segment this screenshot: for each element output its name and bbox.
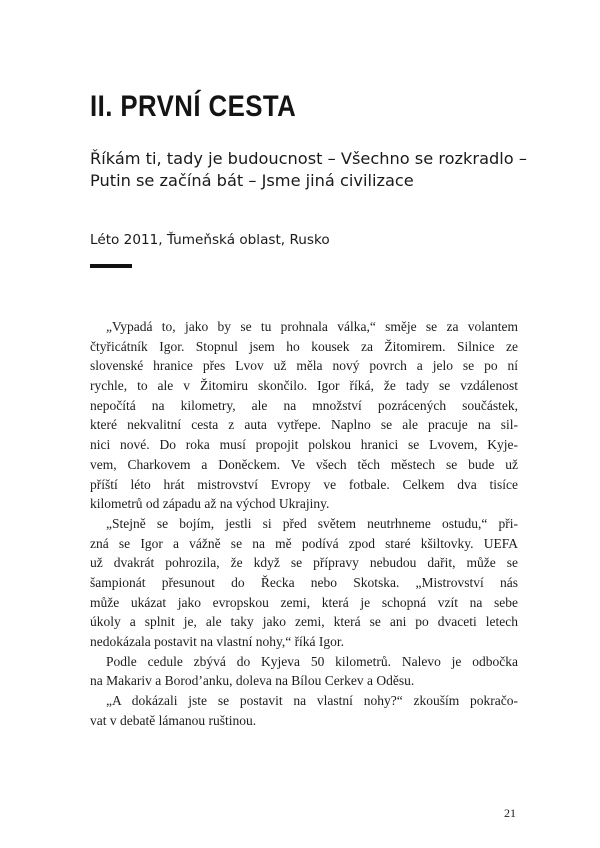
text-line: nici nové. Do roka musí propojit polskou hranici se Lvovem, Kyje- bbox=[90, 437, 518, 453]
text-line: které nekvalitní cesta z auta vytřepe. Naplno se ale pracuje na sil- bbox=[90, 417, 518, 433]
text-line: čtyřicátník Igor. Stopnul jsem ho kousek za Žitomirem. Silnice ze bbox=[90, 338, 518, 354]
text-line: „Vypadá to, jako by se tu prohnala válka,“ směje se za volantem bbox=[106, 319, 518, 334]
chapter-subtitle: Říkám ti, tady je budoucnost – Všechno se rozkradlo – Putin se začíná bát – Jsme jiná civilizace bbox=[90, 149, 527, 190]
text-line: Podle cedule zbývá do Kyjeva 50 kilometrů. Nalevo je odbočka bbox=[106, 653, 518, 669]
body-text bbox=[90, 317, 518, 730]
text-line: „A dokázali jste se postavit na vlastní nohy?“ zkouším pokračo- bbox=[106, 693, 518, 709]
text-line: úkoly a splnit je, ale taky jako zemi, která se ani po dvaceti letech bbox=[90, 614, 518, 630]
title-rule-divider bbox=[90, 264, 132, 268]
text-line: zná se Igor a vážně se na mě podívá zpod staré kšiltovky. UEFA bbox=[90, 535, 518, 551]
paragraph bbox=[90, 652, 518, 691]
text-line: rychle, to ale v Žitomiru skončilo. Igor říká, že tady se vzdálenost bbox=[90, 378, 518, 394]
text-line: kilometrů od západu až na východ Ukrajiny. bbox=[90, 496, 330, 512]
paragraph bbox=[90, 514, 518, 652]
text-line: příští léto hrát mistrovství Evropy ve fotbale. Celkem dva tisíce bbox=[90, 476, 518, 492]
chapter-location: Léto 2011, Ťumeňská oblast, Rusko bbox=[90, 232, 330, 248]
text-line: může ukázat jako evropskou zemi, která je schopná vzít na sebe bbox=[90, 594, 518, 610]
page-number: 21 bbox=[504, 806, 516, 820]
text-line: vat v debatě lámanou ruštinou. bbox=[90, 712, 257, 728]
text-line: vem, Charkovem a Doněckem. Ve všech těch městech se bude už bbox=[90, 456, 518, 472]
text-line: šampionát přesunout do Řecka nebo Skotska. „Mistrovství nás bbox=[90, 574, 518, 590]
text-line: slovenské hranice přes Lvov už měla nový povrch a jelo se po ní bbox=[90, 358, 518, 374]
text-line: na Makariv a Borodʼanku, doleva na Bílou Cerkev a Oděsu. bbox=[90, 673, 415, 689]
text-line: nepočítá na kilometry, ale na množství pozrácených součástek, bbox=[90, 397, 518, 413]
text-line: už dvakrát pohrozila, že když se přípravy nebudou dařit, může se bbox=[90, 555, 518, 571]
chapter-title: II. PRVNÍ CESTA bbox=[90, 90, 297, 123]
text-line: nedokázala postavit na vlastní nohy,“ říká Igor. bbox=[90, 634, 345, 649]
text-line: „Stejně se bojím, jestli si před světem neutrhneme ostudu,“ při- bbox=[106, 515, 518, 531]
paragraph bbox=[90, 317, 518, 514]
paragraph bbox=[90, 691, 518, 730]
